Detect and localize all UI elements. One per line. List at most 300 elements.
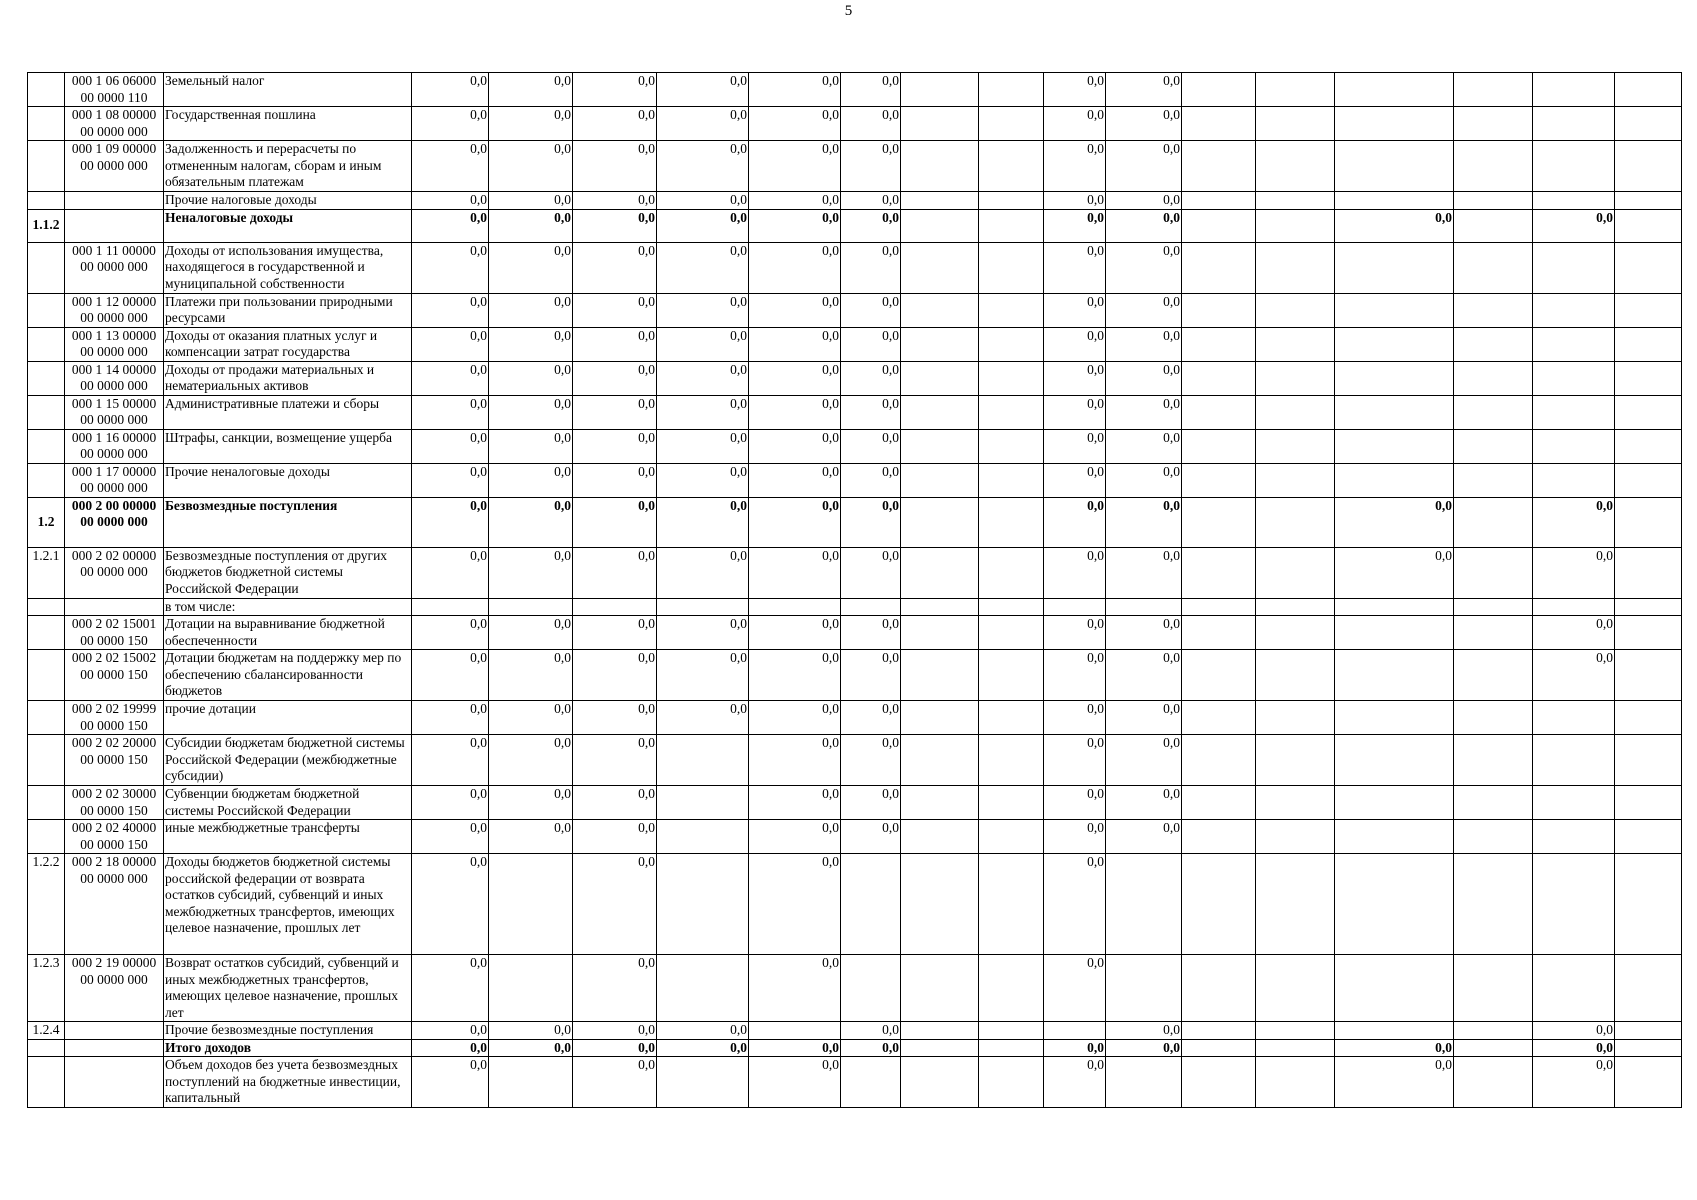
amount-cell xyxy=(1533,293,1615,327)
amount-cell: 0,0 xyxy=(489,786,573,820)
amount-cell: 0,0 xyxy=(1533,616,1615,650)
amount-cell xyxy=(979,820,1044,854)
amount-cell: 0,0 xyxy=(1106,107,1182,141)
amount-cell: 0,0 xyxy=(749,1057,841,1108)
amount-cell: 0,0 xyxy=(841,293,901,327)
revenue-name-cell: Субсидии бюджетам бюджетной системы Российской Федерации (межбюджетные субсидии) xyxy=(164,735,412,786)
row-number-cell: 1.2.4 xyxy=(28,1022,65,1040)
amount-cell xyxy=(979,701,1044,735)
amount-cell: 0,0 xyxy=(749,497,841,547)
amount-cell: 0,0 xyxy=(489,192,573,210)
revenue-name-cell: Доходы от оказания платных услуг и компенсации затрат государства xyxy=(164,327,412,361)
amount-cell xyxy=(1335,107,1454,141)
amount-cell xyxy=(1615,429,1682,463)
amount-cell: 0,0 xyxy=(1533,650,1615,701)
amount-cell: 0,0 xyxy=(657,429,749,463)
amount-cell xyxy=(1044,598,1106,616)
amount-cell: 0,0 xyxy=(657,1039,749,1057)
table-row xyxy=(28,242,1682,293)
amount-cell xyxy=(1454,429,1533,463)
amount-cell xyxy=(901,701,979,735)
amount-cell xyxy=(901,497,979,547)
amount-cell: 0,0 xyxy=(1044,650,1106,701)
row-number-cell xyxy=(28,616,65,650)
amount-cell: 0,0 xyxy=(489,361,573,395)
amount-cell xyxy=(1533,735,1615,786)
amount-cell: 0,0 xyxy=(749,786,841,820)
amount-cell: 0,0 xyxy=(1044,361,1106,395)
amount-cell: 0,0 xyxy=(841,327,901,361)
amount-cell xyxy=(979,73,1044,107)
revenue-name-cell: Дотации на выравнивание бюджетной обеспеченности xyxy=(164,616,412,650)
amount-cell: 0,0 xyxy=(489,395,573,429)
row-number-cell xyxy=(28,107,65,141)
amount-cell xyxy=(979,650,1044,701)
amount-cell: 0,0 xyxy=(489,293,573,327)
amount-cell: 0,0 xyxy=(1533,547,1615,598)
revenue-name-cell: Безвозмездные поступления xyxy=(164,497,412,547)
budget-code-cell: 000 1 15 00000 00 0000 000 xyxy=(65,395,164,429)
amount-cell xyxy=(573,598,657,616)
amount-cell: 0,0 xyxy=(1044,735,1106,786)
amount-cell xyxy=(901,141,979,192)
amount-cell xyxy=(841,598,901,616)
amount-cell: 0,0 xyxy=(412,497,489,547)
amount-cell xyxy=(979,141,1044,192)
amount-cell xyxy=(657,598,749,616)
amount-cell xyxy=(901,820,979,854)
budget-code-cell: 000 2 02 20000 00 0000 150 xyxy=(65,735,164,786)
amount-cell: 0,0 xyxy=(573,73,657,107)
amount-cell xyxy=(1454,327,1533,361)
amount-cell: 0,0 xyxy=(573,497,657,547)
amount-cell xyxy=(1533,701,1615,735)
row-number-cell xyxy=(28,598,65,616)
table-row xyxy=(28,141,1682,192)
row-number-cell: 1.2.2 xyxy=(28,854,65,955)
budget-code-cell: 000 2 02 30000 00 0000 150 xyxy=(65,786,164,820)
amount-cell: 0,0 xyxy=(1044,429,1106,463)
amount-cell xyxy=(1615,786,1682,820)
amount-cell: 0,0 xyxy=(749,429,841,463)
amount-cell: 0,0 xyxy=(573,192,657,210)
amount-cell xyxy=(1615,463,1682,497)
amount-cell xyxy=(1256,242,1335,293)
amount-cell xyxy=(1533,242,1615,293)
amount-cell xyxy=(1533,820,1615,854)
budget-code-cell xyxy=(65,598,164,616)
amount-cell: 0,0 xyxy=(573,616,657,650)
amount-cell: 0,0 xyxy=(489,463,573,497)
amount-cell xyxy=(901,429,979,463)
amount-cell xyxy=(1454,192,1533,210)
amount-cell xyxy=(489,854,573,955)
budget-code-cell xyxy=(65,1022,164,1040)
amount-cell: 0,0 xyxy=(1044,141,1106,192)
amount-cell: 0,0 xyxy=(1106,497,1182,547)
amount-cell: 0,0 xyxy=(841,1039,901,1057)
amount-cell: 0,0 xyxy=(573,820,657,854)
amount-cell: 0,0 xyxy=(1044,242,1106,293)
amount-cell: 0,0 xyxy=(412,786,489,820)
amount-cell xyxy=(1454,547,1533,598)
table-row xyxy=(28,1057,1682,1108)
amount-cell xyxy=(979,209,1044,242)
budget-code-cell: 000 1 06 06000 00 0000 110 xyxy=(65,73,164,107)
amount-cell xyxy=(1454,463,1533,497)
amount-cell xyxy=(979,1039,1044,1057)
amount-cell: 0,0 xyxy=(841,820,901,854)
amount-cell: 0,0 xyxy=(489,735,573,786)
amount-cell xyxy=(901,1022,979,1040)
amount-cell: 0,0 xyxy=(841,650,901,701)
amount-cell xyxy=(1533,854,1615,955)
amount-cell: 0,0 xyxy=(657,395,749,429)
amount-cell: 0,0 xyxy=(749,701,841,735)
amount-cell xyxy=(1106,1057,1182,1108)
table-row xyxy=(28,701,1682,735)
amount-cell: 0,0 xyxy=(749,650,841,701)
amount-cell xyxy=(901,1039,979,1057)
amount-cell: 0,0 xyxy=(573,463,657,497)
amount-cell xyxy=(901,327,979,361)
amount-cell xyxy=(1256,293,1335,327)
table-row xyxy=(28,293,1682,327)
amount-cell: 0,0 xyxy=(412,209,489,242)
table-row xyxy=(28,547,1682,598)
amount-cell: 0,0 xyxy=(1044,463,1106,497)
revenue-name-cell: Земельный налог xyxy=(164,73,412,107)
amount-cell xyxy=(1533,429,1615,463)
amount-cell: 0,0 xyxy=(749,107,841,141)
amount-cell xyxy=(1256,209,1335,242)
amount-cell: 0,0 xyxy=(657,73,749,107)
amount-cell: 0,0 xyxy=(657,327,749,361)
amount-cell: 0,0 xyxy=(573,209,657,242)
amount-cell xyxy=(1182,701,1256,735)
amount-cell: 0,0 xyxy=(841,1022,901,1040)
amount-cell xyxy=(1533,141,1615,192)
amount-cell xyxy=(841,955,901,1022)
amount-cell xyxy=(1533,107,1615,141)
amount-cell xyxy=(979,361,1044,395)
amount-cell: 0,0 xyxy=(1106,1022,1182,1040)
budget-code-cell: 000 2 18 00000 00 0000 000 xyxy=(65,854,164,955)
amount-cell: 0,0 xyxy=(412,242,489,293)
amount-cell: 0,0 xyxy=(1044,107,1106,141)
budget-code-cell: 000 2 02 15001 00 0000 150 xyxy=(65,616,164,650)
amount-cell xyxy=(979,327,1044,361)
row-number-cell: 1.2.3 xyxy=(28,955,65,1022)
amount-cell xyxy=(1182,854,1256,955)
revenue-name-cell: Дотации бюджетам на поддержку мер по обеспечению сбалансированности бюджетов xyxy=(164,650,412,701)
amount-cell: 0,0 xyxy=(1335,209,1454,242)
amount-cell xyxy=(657,786,749,820)
amount-cell: 0,0 xyxy=(749,361,841,395)
amount-cell xyxy=(1454,242,1533,293)
amount-cell: 0,0 xyxy=(573,141,657,192)
amount-cell xyxy=(1335,293,1454,327)
amount-cell xyxy=(1615,1057,1682,1108)
amount-cell: 0,0 xyxy=(412,547,489,598)
amount-cell xyxy=(1256,141,1335,192)
amount-cell xyxy=(657,735,749,786)
amount-cell: 0,0 xyxy=(1106,293,1182,327)
amount-cell xyxy=(1615,242,1682,293)
amount-cell: 0,0 xyxy=(1106,361,1182,395)
amount-cell: 0,0 xyxy=(749,820,841,854)
revenue-name-cell: Итого доходов xyxy=(164,1039,412,1057)
amount-cell xyxy=(1335,361,1454,395)
amount-cell: 0,0 xyxy=(1106,141,1182,192)
amount-cell: 0,0 xyxy=(1106,786,1182,820)
amount-cell xyxy=(1615,955,1682,1022)
amount-cell: 0,0 xyxy=(841,429,901,463)
amount-cell xyxy=(1533,395,1615,429)
row-number-cell xyxy=(28,463,65,497)
amount-cell: 0,0 xyxy=(1106,735,1182,786)
amount-cell xyxy=(1256,73,1335,107)
amount-cell: 0,0 xyxy=(412,1039,489,1057)
table-row xyxy=(28,463,1682,497)
amount-cell: 0,0 xyxy=(1533,209,1615,242)
amount-cell xyxy=(901,107,979,141)
budget-code-cell: 000 1 17 00000 00 0000 000 xyxy=(65,463,164,497)
budget-code-cell: 000 1 11 00000 00 0000 000 xyxy=(65,242,164,293)
amount-cell: 0,0 xyxy=(749,735,841,786)
amount-cell: 0,0 xyxy=(573,429,657,463)
table-row xyxy=(28,209,1682,242)
table-row xyxy=(28,361,1682,395)
amount-cell: 0,0 xyxy=(573,547,657,598)
amount-cell: 0,0 xyxy=(412,820,489,854)
amount-cell xyxy=(1182,73,1256,107)
row-number-cell xyxy=(28,820,65,854)
revenue-name-cell: прочие дотации xyxy=(164,701,412,735)
amount-cell xyxy=(901,547,979,598)
table-row xyxy=(28,650,1682,701)
revenue-name-cell: Субвенции бюджетам бюджетной системы Российской Федерации xyxy=(164,786,412,820)
table-row xyxy=(28,955,1682,1022)
amount-cell: 0,0 xyxy=(489,547,573,598)
amount-cell: 0,0 xyxy=(1106,242,1182,293)
amount-cell xyxy=(1533,955,1615,1022)
amount-cell xyxy=(901,616,979,650)
amount-cell: 0,0 xyxy=(749,1039,841,1057)
amount-cell: 0,0 xyxy=(573,361,657,395)
amount-cell: 0,0 xyxy=(1044,192,1106,210)
amount-cell xyxy=(1182,547,1256,598)
amount-cell xyxy=(1335,735,1454,786)
table-row xyxy=(28,854,1682,955)
amount-cell xyxy=(1454,616,1533,650)
amount-cell: 0,0 xyxy=(489,616,573,650)
amount-cell: 0,0 xyxy=(657,547,749,598)
amount-cell xyxy=(749,598,841,616)
budget-code-cell: 000 1 14 00000 00 0000 000 xyxy=(65,361,164,395)
revenue-name-cell: Неналоговые доходы xyxy=(164,209,412,242)
amount-cell: 0,0 xyxy=(657,1022,749,1040)
table-row xyxy=(28,429,1682,463)
amount-cell xyxy=(1335,192,1454,210)
revenue-name-cell: Прочие безвозмездные поступления xyxy=(164,1022,412,1040)
amount-cell xyxy=(1182,192,1256,210)
table-row xyxy=(28,616,1682,650)
amount-cell: 0,0 xyxy=(412,107,489,141)
row-number-cell xyxy=(28,242,65,293)
amount-cell: 0,0 xyxy=(657,616,749,650)
amount-cell xyxy=(1615,192,1682,210)
amount-cell xyxy=(1615,497,1682,547)
amount-cell: 0,0 xyxy=(1335,1057,1454,1108)
amount-cell xyxy=(1454,361,1533,395)
amount-cell xyxy=(1615,293,1682,327)
amount-cell xyxy=(1454,701,1533,735)
amount-cell xyxy=(1615,616,1682,650)
row-number-cell xyxy=(28,361,65,395)
amount-cell xyxy=(1256,1057,1335,1108)
amount-cell xyxy=(657,1057,749,1108)
amount-cell xyxy=(1182,616,1256,650)
amount-cell xyxy=(1256,107,1335,141)
amount-cell: 0,0 xyxy=(1106,429,1182,463)
amount-cell: 0,0 xyxy=(412,616,489,650)
amount-cell xyxy=(979,955,1044,1022)
amount-cell: 0,0 xyxy=(573,1022,657,1040)
amount-cell xyxy=(979,192,1044,210)
amount-cell: 0,0 xyxy=(412,192,489,210)
amount-cell: 0,0 xyxy=(1533,497,1615,547)
amount-cell: 0,0 xyxy=(489,650,573,701)
amount-cell xyxy=(979,598,1044,616)
amount-cell xyxy=(1182,293,1256,327)
amount-cell xyxy=(1335,955,1454,1022)
amount-cell: 0,0 xyxy=(749,242,841,293)
amount-cell: 0,0 xyxy=(412,1022,489,1040)
amount-cell: 0,0 xyxy=(841,463,901,497)
amount-cell xyxy=(1615,361,1682,395)
amount-cell xyxy=(1256,497,1335,547)
amount-cell xyxy=(1335,701,1454,735)
amount-cell xyxy=(1335,854,1454,955)
table-row xyxy=(28,1022,1682,1040)
amount-cell xyxy=(841,854,901,955)
amount-cell xyxy=(979,1057,1044,1108)
table-row xyxy=(28,598,1682,616)
amount-cell: 0,0 xyxy=(1044,73,1106,107)
row-number-cell: 1.1.2 xyxy=(28,209,65,242)
table-row xyxy=(28,192,1682,210)
amount-cell xyxy=(1182,650,1256,701)
amount-cell xyxy=(1182,327,1256,361)
amount-cell: 0,0 xyxy=(1106,820,1182,854)
amount-cell xyxy=(979,1022,1044,1040)
amount-cell xyxy=(1533,598,1615,616)
amount-cell: 0,0 xyxy=(1106,547,1182,598)
amount-cell xyxy=(901,598,979,616)
amount-cell xyxy=(901,192,979,210)
amount-cell: 0,0 xyxy=(749,463,841,497)
amount-cell xyxy=(979,395,1044,429)
budget-code-cell: 000 2 02 00000 00 0000 000 xyxy=(65,547,164,598)
amount-cell: 0,0 xyxy=(573,107,657,141)
amount-cell: 0,0 xyxy=(412,73,489,107)
amount-cell xyxy=(1256,786,1335,820)
amount-cell xyxy=(1256,1022,1335,1040)
amount-cell xyxy=(1182,1022,1256,1040)
budget-code-cell: 000 2 02 19999 00 0000 150 xyxy=(65,701,164,735)
amount-cell xyxy=(1256,1039,1335,1057)
amount-cell xyxy=(1335,73,1454,107)
revenue-name-cell: в том числе: xyxy=(164,598,412,616)
budget-code-cell: 000 1 13 00000 00 0000 000 xyxy=(65,327,164,361)
amount-cell: 0,0 xyxy=(489,701,573,735)
amount-cell: 0,0 xyxy=(489,242,573,293)
amount-cell xyxy=(1106,854,1182,955)
amount-cell xyxy=(901,854,979,955)
amount-cell xyxy=(1256,547,1335,598)
budget-code-cell: 000 2 02 40000 00 0000 150 xyxy=(65,820,164,854)
amount-cell xyxy=(1454,497,1533,547)
amount-cell xyxy=(1256,429,1335,463)
amount-cell: 0,0 xyxy=(1106,463,1182,497)
table-row xyxy=(28,497,1682,547)
amount-cell xyxy=(489,598,573,616)
amount-cell xyxy=(1182,463,1256,497)
amount-cell: 0,0 xyxy=(841,73,901,107)
revenue-name-cell: Платежи при пользовании природными ресурсами xyxy=(164,293,412,327)
amount-cell xyxy=(979,786,1044,820)
amount-cell xyxy=(901,735,979,786)
amount-cell xyxy=(1335,429,1454,463)
amount-cell: 0,0 xyxy=(489,209,573,242)
amount-cell: 0,0 xyxy=(1044,209,1106,242)
amount-cell xyxy=(1454,598,1533,616)
amount-cell xyxy=(1106,955,1182,1022)
amount-cell xyxy=(1256,361,1335,395)
amount-cell xyxy=(1615,701,1682,735)
amount-cell xyxy=(1615,854,1682,955)
revenue-name-cell: Прочие налоговые доходы xyxy=(164,192,412,210)
amount-cell xyxy=(1454,209,1533,242)
amount-cell xyxy=(1182,497,1256,547)
amount-cell: 0,0 xyxy=(749,192,841,210)
amount-cell xyxy=(1335,395,1454,429)
amount-cell: 0,0 xyxy=(841,242,901,293)
amount-cell: 0,0 xyxy=(841,192,901,210)
amount-cell: 0,0 xyxy=(573,1057,657,1108)
budget-code-cell: 000 2 02 15002 00 0000 150 xyxy=(65,650,164,701)
amount-cell xyxy=(1335,327,1454,361)
amount-cell xyxy=(1335,598,1454,616)
amount-cell: 0,0 xyxy=(1106,209,1182,242)
amount-cell: 0,0 xyxy=(1106,1039,1182,1057)
amount-cell xyxy=(979,854,1044,955)
amount-cell: 0,0 xyxy=(657,497,749,547)
budget-code-cell xyxy=(65,1039,164,1057)
amount-cell: 0,0 xyxy=(841,141,901,192)
row-number-cell: 1.2.1 xyxy=(28,547,65,598)
amount-cell: 0,0 xyxy=(412,955,489,1022)
amount-cell xyxy=(1615,1022,1682,1040)
amount-cell xyxy=(979,429,1044,463)
row-number-cell xyxy=(28,735,65,786)
budget-code-cell xyxy=(65,192,164,210)
revenue-name-cell: Возврат остатков субсидий, субвенций и иных межбюджетных трансфертов, имеющих целевое назначение, прошлых лет xyxy=(164,955,412,1022)
amount-cell xyxy=(1182,1057,1256,1108)
amount-cell xyxy=(1454,1057,1533,1108)
amount-cell: 0,0 xyxy=(841,395,901,429)
